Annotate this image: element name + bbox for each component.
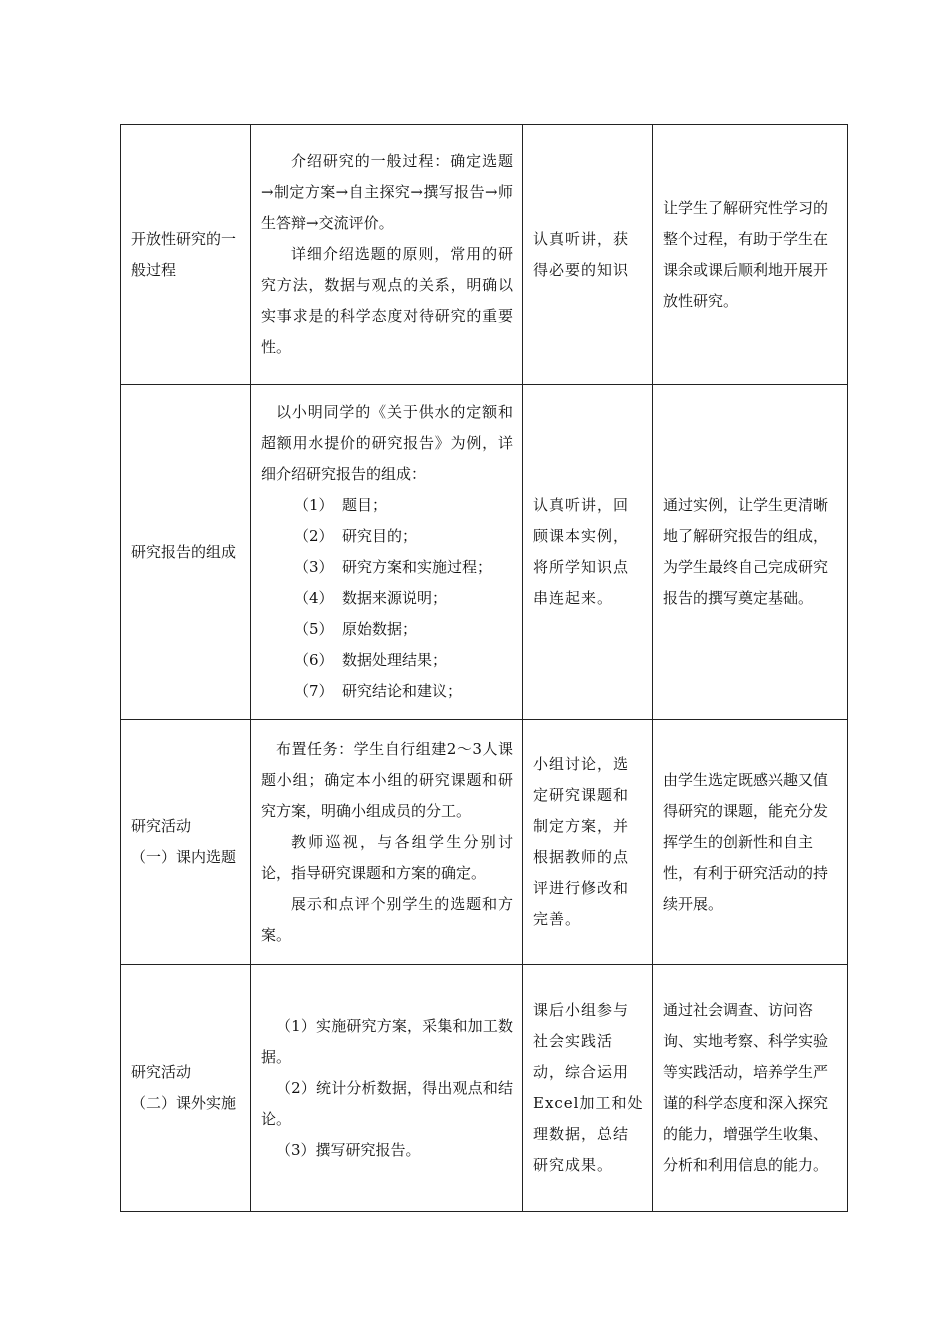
student-activity: 认真听讲，获得必要的知识 [533,229,630,279]
intent-cell [653,125,848,385]
content-paragraph: 介绍研究的一般过程：确定选题→制定方案→自主探究→撰写报告→师生答辩→交流评价。 [261,152,513,232]
item-number: （7） [294,682,334,700]
item-number: （3） [294,558,334,576]
stage-label: 开放性研究的一般过程 [131,229,237,279]
table-row [121,720,848,965]
content-paragraph: 布置任务：学生自行组建2～3人课题小组；确定本小组的研究课题和研究方案，明确小组成员的分工。 [261,739,513,820]
item-text: 原始数据； [342,620,418,638]
list-item [261,645,513,676]
list-item [261,583,513,614]
item-number: （1） [294,496,334,514]
stage-sublabel: （二）课外实施 [131,1094,237,1112]
content-paragraph: 教师巡视，与各组学生分别讨论，指导研究课题和方案的确定。 [261,832,513,882]
content-cell [251,965,523,1212]
stage-cell [121,965,251,1212]
item-number: （2） [294,527,334,545]
table-row [121,125,848,385]
list-item [261,521,513,552]
stage-cell [121,720,251,965]
intent-cell [653,385,848,720]
content-paragraph: （2）统计分析数据，得出观点和结论。 [261,1078,513,1128]
item-number: （6） [294,651,334,669]
content-cell [251,385,523,720]
item-text: 研究目的； [342,527,418,545]
design-intent: 由学生选定既感兴趣又值得研究的课题，能充分发挥学生的创新性和自主性，有利于研究活动的持续开展。 [663,770,829,913]
activity-cell [523,965,653,1212]
design-intent: 通过社会调查、访问咨询、实地考察、科学实验等实践活动，培养学生严谨的科学态度和深入探究的能力，增强学生收集、分析和利用信息的能力。 [663,1001,829,1174]
student-activity: 认真听讲，回顾课本实例，将所学知识点串连起来。 [533,496,630,607]
stage-sublabel: （一）课内选题 [131,848,237,866]
design-intent: 让学生了解研究性学习的整个过程，有助于学生在课余或课后顺利地开展开放性研究。 [663,198,829,310]
stage-label: 研究报告的组成 [131,542,237,561]
list-item [261,490,513,521]
content-paragraph: 以小明同学的《关于供水的定额和超额用水提价的研究报告》为例，详细介绍研究报告的组成： [261,403,513,483]
item-text: 数据来源说明； [342,589,448,607]
stage-cell [121,125,251,385]
content-paragraph: 详细介绍选题的原则，常用的研究方法，数据与观点的关系，明确以实事求是的科学态度对待研究的重要性。 [261,245,513,356]
item-text: 题目； [342,496,388,514]
item-text: 研究结论和建议； [342,682,463,700]
list-item [261,614,513,645]
item-number: （5） [294,620,334,638]
activity-cell [523,720,653,965]
stage-label: 研究活动 [131,1063,192,1081]
item-number: （4） [294,589,334,607]
list-item [261,552,513,583]
table-row [121,385,848,720]
intent-cell [653,965,848,1212]
student-activity: 课后小组参与社会实践活动，综合运用Excel加工和处理数据，总结研究成果。 [533,1001,644,1174]
content-paragraph: （3）撰写研究报告。 [276,1140,421,1159]
content-paragraph: （1）实施研究方案，采集和加工数据。 [261,1016,513,1066]
design-intent: 通过实例，让学生更清晰地了解研究报告的组成，为学生最终自己完成研究报告的撰写奠定基础。 [663,496,829,607]
stage-label: 研究活动 [131,817,192,835]
lesson-plan-table [120,124,848,1212]
list-item [261,676,513,707]
student-activity: 小组讨论，选定研究课题和制定方案，并根据教师的点评进行修改和完善。 [533,755,630,928]
table-row [121,965,848,1212]
item-text: 数据处理结果； [342,651,448,669]
item-text: 研究方案和实施过程； [342,558,493,576]
activity-cell [523,125,653,385]
stage-cell [121,385,251,720]
content-cell [251,125,523,385]
activity-cell [523,385,653,720]
intent-cell [653,720,848,965]
content-cell [251,720,523,965]
content-paragraph: 展示和点评个别学生的选题和方案。 [261,894,513,944]
